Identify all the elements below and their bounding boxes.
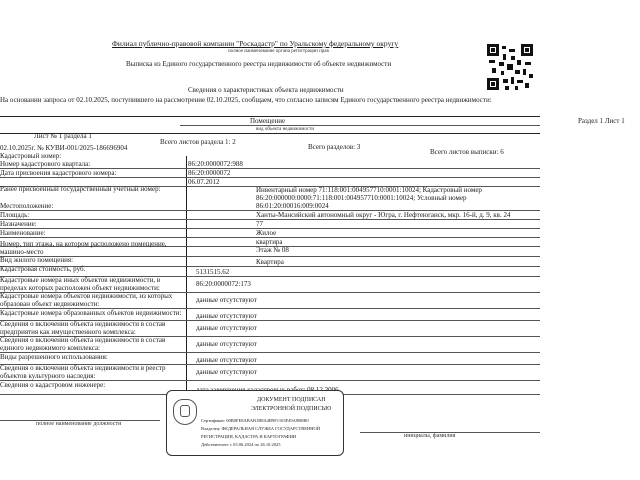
value-enterprise: данные отсутствуют xyxy=(196,324,257,332)
total-sheets-section: Всего листов раздела 1: 2 xyxy=(160,138,236,146)
label-source-objects: Кадастровые номера объектов недвижимости, из которых образован объект недвижимости: xyxy=(0,292,173,308)
label-engineer: Сведения о кадастровом инженере: xyxy=(0,381,106,389)
label-housing-type: Вид жилого помещения: xyxy=(0,256,74,264)
value-location: Ханты-Мансийский автономный округ - Югра, г. Нефтеюганск, мкр. 16-й, д. 9, кв. 24 xyxy=(256,211,511,219)
sheet-label: Лист № 1 раздела 1 xyxy=(34,132,92,140)
section-label: Раздел 1 Лист 1 xyxy=(578,117,625,125)
value-complex: данные отсутствуют xyxy=(196,340,257,348)
label-enterprise: Сведения о включении объекта недвижимости в состав предприятия как имущественного комплекса: xyxy=(0,320,166,336)
label-name: Наименование: xyxy=(0,229,46,237)
value-cadastral-number: 86:20:0000072:988 xyxy=(188,160,243,168)
value-heritage: данные отсутствуют xyxy=(196,368,257,376)
value-name: квартира xyxy=(256,238,283,246)
label-previous-number: Ранее присвоенный государственный учетный номер: xyxy=(0,185,161,193)
value-previous-number: Инвентарный номер 71:118:001:004957710:0001:10024; Кадастровый номер 86:20:000000:0000:71:118:001:004957710:0001:10024; Условный номер 86:01:20:00016:009:0024 xyxy=(256,186,482,210)
value-purpose: Жилое xyxy=(256,229,277,237)
stamp-title-1: ДОКУМЕНТ ПОДПИСАН xyxy=(257,397,326,403)
object-type: Помещение xyxy=(250,117,286,125)
name-caption: инициалы, фамилия xyxy=(404,433,456,439)
value-floor: Этаж № 08 xyxy=(256,246,289,254)
label-cadastral-number: Кадастровый номер: xyxy=(0,152,62,160)
total-sections: Всего разделов: 3 xyxy=(308,143,361,151)
value-quarter: 86:20:0000072 xyxy=(188,169,231,177)
stamp-owner-2: РЕГИСТРАЦИИ, КАДАСТРА И КАРТОГРАФИИ xyxy=(201,434,297,439)
extract-title: Выписка из Единого государственного реестра недвижимости об объекте недвижимости xyxy=(126,60,392,68)
value-permitted-use: данные отсутствуют xyxy=(196,356,257,364)
label-area: Площадь: xyxy=(0,211,30,219)
label-floor: Номер, тип этажа, на котором расположено помещение, машино-место xyxy=(0,240,167,256)
label-parent-objects: Кадастровые номера иных объектов недвижимости, в пределах которых расположен объект недвижимости: xyxy=(0,276,161,292)
label-permitted-use: Виды разрешенного использования: xyxy=(0,353,108,361)
position-caption: полное наименование должности xyxy=(36,421,122,427)
stamp-title-2: ЭЛЕКТРОННОЙ ПОДПИСЬЮ xyxy=(251,406,332,412)
label-cadastral-value: Кадастровая стоимость, руб. xyxy=(0,265,86,273)
qr-code-icon xyxy=(487,44,533,90)
doc-number: 02.10.2025г. № КУВИ-001/2025-186696904 xyxy=(0,144,128,152)
value-source-objects: данные отсутствуют xyxy=(196,296,257,304)
label-purpose: Назначение: xyxy=(0,220,37,228)
total-sheets-extract: Всего листов выписки: 6 xyxy=(430,148,504,156)
label-assign-date: Дата присвоения кадастрового номера: xyxy=(0,169,117,177)
stamp-cert: Сертификат: 00B0FE8ABAB1B8A4B9F1163F49A9B0B0 xyxy=(201,418,309,423)
value-area: 77 xyxy=(256,220,263,228)
value-parent-objects: 86:20:0000072:173 xyxy=(196,280,251,288)
emblem-icon xyxy=(173,399,197,425)
label-quarter: Номер кадастрового квартала: xyxy=(0,160,91,168)
stamp-valid: Действителен: с 03.06.2024 по 26.10.2025 xyxy=(201,442,281,447)
org-caption: полное наименование органа регистрации прав xyxy=(228,49,329,54)
value-assign-date: 06.07.2012 xyxy=(188,178,220,186)
value-formed-objects: данные отсутствуют xyxy=(196,312,257,320)
section-title: Сведения о характеристиках объекта недвижимости xyxy=(188,86,344,94)
label-formed-objects: Кадастровые номера образованных объектов недвижимости: xyxy=(0,309,182,317)
label-complex: Сведения о включении объекта недвижимости в состав единого недвижимого комплекса: xyxy=(0,336,166,352)
value-housing-type: Квартира xyxy=(256,258,284,266)
value-cadastral-value: 5131515.62 xyxy=(196,268,230,276)
org-name: Филиал публично-правовой компании "Роскадастр" по Уральскому федеральному округу xyxy=(112,39,399,48)
label-heritage: Сведения о включении объекта недвижимости в реестр объектов культурного наследия: xyxy=(0,364,166,380)
e-signature-stamp xyxy=(166,390,344,456)
stamp-owner: Владелец: ФЕДЕРАЛЬНАЯ СЛУЖБА ГОСУДАРСТВЕННОЙ xyxy=(201,426,321,431)
basis-text: На основании запроса от 02.10.2025, поступившего на рассмотрение 02.10.2025, сообщаем, что согласно записям Единого государственного реестра недвижимости: xyxy=(0,96,492,104)
label-location: Местоположение: xyxy=(0,202,54,210)
object-type-caption: вид объекта недвижимости xyxy=(256,127,315,132)
